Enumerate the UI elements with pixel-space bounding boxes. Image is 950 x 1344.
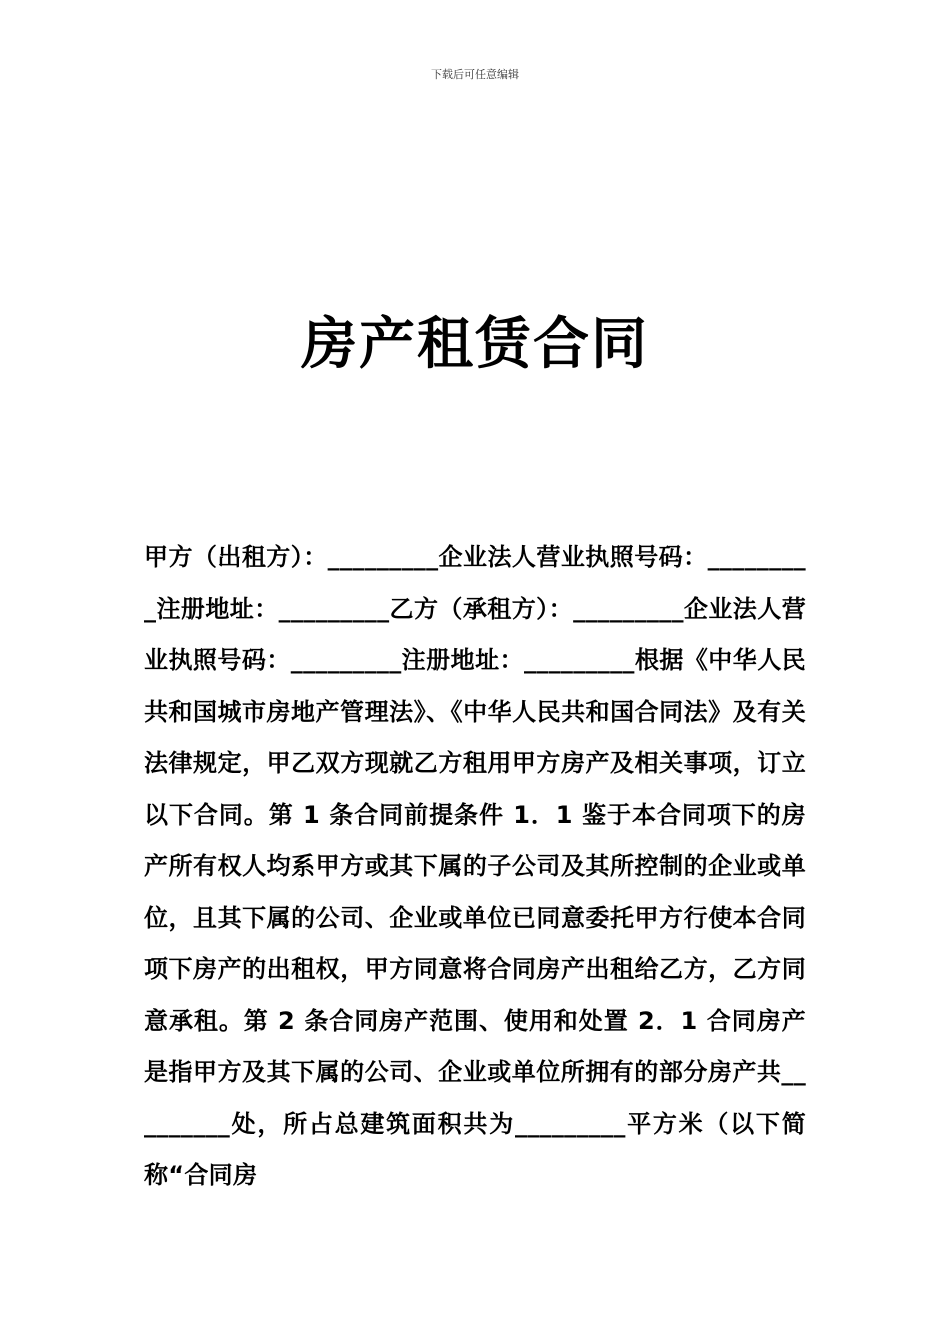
document-title: 房产租赁合同 <box>301 312 649 377</box>
page-header-note: 下载后可任意编辑 <box>431 68 519 81</box>
contract-body-text: 甲方（出租方）：_________企业法人营业执照号码：_________注册地址：_________乙方（承租方）：_________企业法人营业执照号码：_________注册地址：_________根据《中华人民共和国城市房地产管理法》、《中华人民共和国合同法》及有关法律规定，甲乙双方现就乙方租用甲方房产及相关事项，订立以下合同。第 1 条合同前提条件 1．1 鉴于本合同项下的房产所有权人均系甲方或其下属的子公司及其所控制的企业或单位，且其下属的公司、企业或单位已同意委托甲方行使本合同项下房产的出租权，甲方同意将合同房产出租给乙方，乙方同意承租。第 2 条合同房产范围、使用和处置 2．1 合同房产是指甲方及其下属的公司、企业或单位所拥有的部分房产共_________处，所占总建筑面积共为_________平方米（以下简称“合同房 <box>144 543 806 1189</box>
